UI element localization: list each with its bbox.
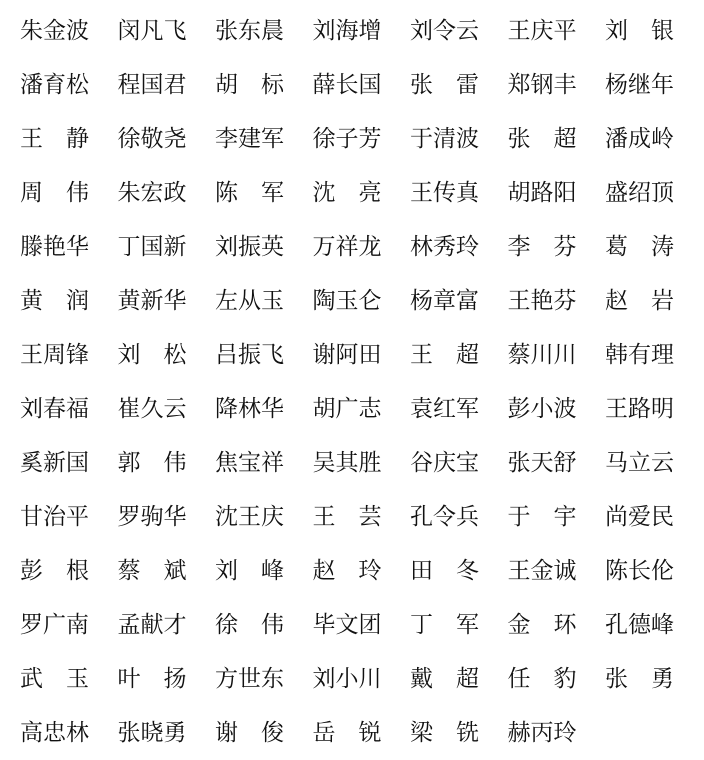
name-entry: 李 芬	[507, 233, 577, 260]
name-entry: 胡广志	[312, 395, 382, 422]
name-row	[20, 328, 700, 382]
name-entry: 王 超	[410, 341, 479, 368]
name-row	[20, 58, 700, 112]
name-entry: 黄新华	[117, 287, 187, 314]
name-entry: 尚爱民	[605, 503, 674, 530]
name-entry: 万祥龙	[312, 233, 382, 260]
name-entry: 张东晨	[215, 17, 284, 44]
name-entry: 于清波	[410, 125, 479, 152]
name-entry: 田 冬	[410, 557, 479, 584]
name-entry: 胡 标	[215, 71, 284, 98]
name-entry: 蔡川川	[507, 341, 577, 368]
name-entry: 崔久云	[117, 395, 187, 422]
name-entry: 孟献才	[117, 611, 187, 638]
name-row	[20, 436, 700, 490]
name-entry: 潘育松	[20, 71, 89, 98]
name-entry: 黄 润	[20, 287, 89, 314]
name-entry: 周 伟	[20, 179, 89, 206]
name-entry: 朱金波	[20, 17, 89, 44]
name-entry: 刘海增	[312, 17, 382, 44]
name-entry: 罗广南	[20, 611, 89, 638]
name-entry: 于 宇	[507, 503, 577, 530]
name-entry: 王传真	[410, 179, 479, 206]
name-entry: 徐 伟	[215, 611, 284, 638]
name-entry: 薛长国	[312, 71, 382, 98]
name-entry: 王 芸	[312, 503, 382, 530]
name-entry: 程国君	[117, 71, 187, 98]
name-entry: 刘振英	[215, 233, 284, 260]
name-entry: 丁 军	[410, 611, 479, 638]
name-entry: 陶玉仑	[312, 287, 382, 314]
name-row	[20, 544, 700, 598]
name-entry: 刘令云	[410, 17, 479, 44]
name-entry: 蔡 斌	[117, 557, 187, 584]
name-entry: 韩有理	[605, 341, 674, 368]
name-entry: 罗驹华	[117, 503, 187, 530]
name-entry: 葛 涛	[605, 233, 674, 260]
name-row	[20, 598, 700, 652]
name-entry: 彭 根	[20, 557, 89, 584]
name-entry: 孔德峰	[605, 611, 674, 638]
name-entry: 高忠林	[20, 719, 89, 746]
name-entry: 丁国新	[117, 233, 187, 260]
name-entry: 刘小川	[312, 665, 382, 692]
name-entry: 张晓勇	[117, 719, 187, 746]
name-entry: 毕文团	[312, 611, 382, 638]
name-row	[20, 220, 700, 274]
name-entry: 杨继年	[605, 71, 674, 98]
name-entry: 张 超	[507, 125, 577, 152]
name-entry: 沈王庆	[215, 503, 284, 530]
name-entry: 王艳芬	[507, 287, 577, 314]
name-entry: 袁红军	[410, 395, 479, 422]
name-entry: 李建军	[215, 125, 284, 152]
name-row	[20, 4, 700, 58]
name-entry: 刘 松	[117, 341, 187, 368]
name-entry: 焦宝祥	[215, 449, 284, 476]
name-entry: 金 环	[507, 611, 577, 638]
name-entry: 盛绍顶	[605, 179, 674, 206]
name-entry: 杨章富	[410, 287, 479, 314]
name-row	[20, 112, 700, 166]
name-entry: 王金诚	[507, 557, 577, 584]
name-entry: 张 勇	[605, 665, 674, 692]
name-entry: 闵凡飞	[117, 17, 187, 44]
name-entry: 王 静	[20, 125, 89, 152]
name-entry: 谢阿田	[312, 341, 382, 368]
name-entry: 陈 军	[215, 179, 284, 206]
name-entry: 降林华	[215, 395, 284, 422]
name-row	[20, 382, 700, 436]
name-entry: 武 玉	[20, 665, 89, 692]
name-entry: 胡路阳	[507, 179, 577, 206]
name-entry: 赫丙玲	[507, 719, 577, 746]
name-entry: 吴其胜	[312, 449, 382, 476]
name-entry: 戴 超	[410, 665, 479, 692]
name-entry: 刘 峰	[215, 557, 284, 584]
name-entry: 孔令兵	[410, 503, 479, 530]
name-entry: 王周锋	[20, 341, 89, 368]
name-entry: 张天舒	[507, 449, 577, 476]
name-entry: 郭 伟	[117, 449, 187, 476]
name-entry: 赵 玲	[312, 557, 382, 584]
name-entry: 刘 银	[605, 17, 674, 44]
name-entry: 谷庆宝	[410, 449, 479, 476]
name-entry: 梁 铣	[410, 719, 479, 746]
name-entry: 刘春福	[20, 395, 89, 422]
name-entry: 徐子芳	[312, 125, 382, 152]
name-entry: 甘治平	[20, 503, 89, 530]
name-entry: 陈长伦	[605, 557, 674, 584]
name-entry: 潘成岭	[605, 125, 674, 152]
name-entry: 吕振飞	[215, 341, 284, 368]
name-entry: 奚新国	[20, 449, 89, 476]
name-entry: 彭小波	[507, 395, 577, 422]
name-entry: 王庆平	[507, 17, 577, 44]
name-entry: 岳 锐	[312, 719, 382, 746]
name-list	[20, 4, 700, 760]
name-row	[20, 706, 700, 760]
name-entry: 徐敬尧	[117, 125, 187, 152]
name-entry: 沈 亮	[312, 179, 382, 206]
name-entry: 朱宏政	[117, 179, 187, 206]
name-row	[20, 166, 700, 220]
name-entry: 赵 岩	[605, 287, 674, 314]
name-row	[20, 490, 700, 544]
name-row	[20, 274, 700, 328]
name-entry: 左从玉	[215, 287, 284, 314]
name-entry: 郑钢丰	[507, 71, 577, 98]
name-entry: 滕艳华	[20, 233, 89, 260]
name-entry: 方世东	[215, 665, 284, 692]
name-entry: 马立云	[605, 449, 674, 476]
name-row	[20, 652, 700, 706]
name-entry: 王路明	[605, 395, 674, 422]
name-entry: 张 雷	[410, 71, 479, 98]
name-entry: 谢 俊	[215, 719, 284, 746]
name-entry: 叶 扬	[117, 665, 187, 692]
name-entry: 林秀玲	[410, 233, 479, 260]
name-entry: 任 豹	[507, 665, 577, 692]
